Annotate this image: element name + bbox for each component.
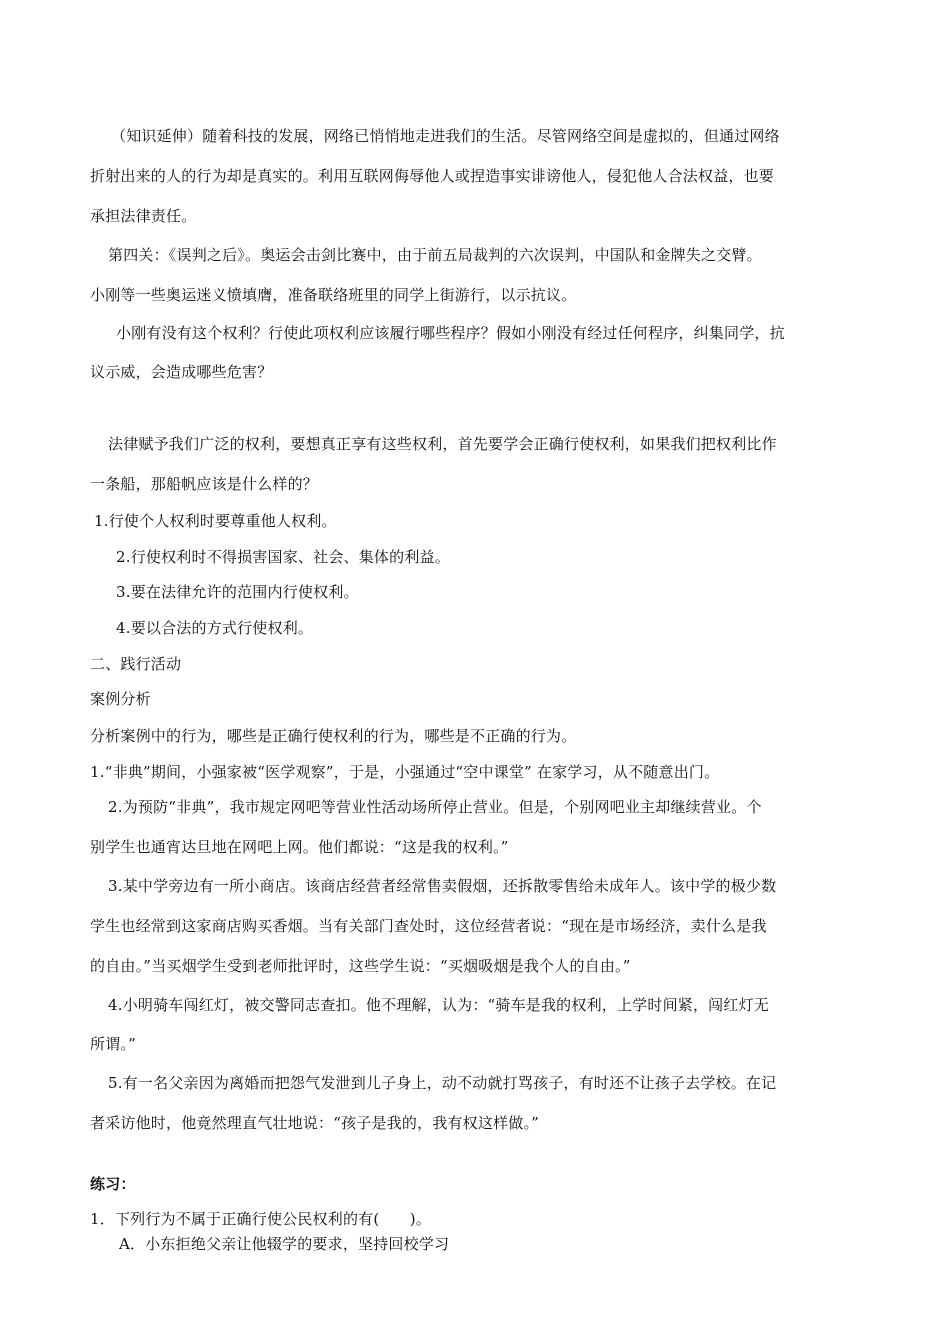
law-paragraph-line-2: 一条船，那船帆应该是什么样的？	[90, 475, 319, 493]
exercise-question-1: 1．下列行为不属于正确行使公民权利的有( )。	[90, 1210, 432, 1228]
question-paragraph-line-2: 议示威，会造成哪些危害？	[90, 363, 273, 381]
case-3-line-2: 学生也经常到这家商店购买香烟。当有关部门查处时，这位经营者说：“现在是市场经济，卖什么是我	[90, 917, 767, 935]
case-2-line-1: 2.为预防“非典”，我市规定网吧等营业性活动场所停止营业。但是，个别网吧业主却继续营业。个	[108, 798, 762, 816]
exercise-heading: 练习：	[90, 1175, 136, 1193]
case-intro: 分析案例中的行为，哪些是正确行使权利的行为，哪些是不正确的行为。	[90, 727, 577, 745]
paragraph-knowledge-line-2: 折射出来的人的行为却是真实的。利用互联网侮辱他人或捏造事实诽谤他人，侵犯他人合法权益，也要	[90, 167, 775, 185]
case-4-line-2: 所谓。”	[90, 1035, 136, 1053]
case-5-line-1: 5.有一名父亲因为离婚而把怨气发泄到儿子身上，动不动就打骂孩子，有时还不让孩子去学校。在记	[108, 1074, 777, 1092]
paragraph-knowledge-line-1: （知识延伸）随着科技的发展，网络已悄悄地走进我们的生活。尽管网络空间是虚拟的，但通过网络	[111, 127, 780, 145]
case-1: 1.“非典”期间，小强家被“医学观察”，于是，小强通过“空中课堂” 在家学习，从不随意出门。	[90, 763, 720, 781]
question-paragraph-line-1: 小刚有没有这个权利？行使此项权利应该履行哪些程序？假如小刚没有经过任何程序，纠集同学，抗	[116, 324, 785, 342]
case-2-line-2: 别学生也通宵达旦地在网吧上网。他们都说：“这是我的权利。”	[90, 838, 509, 856]
rule-item-1: 1.行使个人权利时要尊重他人权利。	[94, 512, 337, 530]
case-3-line-1: 3.某中学旁边有一所小商店。该商店经营者经常售卖假烟，还拆散零售给未成年人。该中学的极少数	[108, 877, 777, 895]
case-4-line-1: 4.小明骑车闯红灯，被交警同志查扣。他不理解，认为：“骑车是我的权利，上学时间紧，闯红灯无	[108, 996, 769, 1014]
rule-item-4: 4.要以合法的方式行使权利。	[116, 619, 314, 637]
case-5-line-2: 者采访他时，他竟然理直气壮地说：“孩子是我的，我有权这样做。”	[90, 1114, 540, 1132]
section-heading-practice: 二、践行活动	[90, 655, 182, 673]
exercise-option-a: A．小东拒绝父亲让他辍学的要求，坚持回校学习	[119, 1235, 450, 1253]
case-3-line-3: 的自由。”当买烟学生受到老师批评时，这些学生说：“买烟吸烟是我个人的自由。”	[90, 957, 631, 975]
law-paragraph-line-1: 法律赋予我们广泛的权利，要想真正享有这些权利，首先要学会正确行使权利，如果我们把权利比作	[108, 435, 777, 453]
subheading-case-analysis: 案例分析	[90, 690, 151, 708]
paragraph-level4-line-1: 第四关：《误判之后》。奥运会击剑比赛中，由于前五局裁判的六次误判，中国队和金牌失之交臂。	[108, 246, 762, 264]
rule-item-2: 2.行使权利时不得损害国家、社会、集体的利益。	[116, 548, 450, 566]
paragraph-knowledge-line-3: 承担法律责任。	[90, 207, 197, 225]
paragraph-level4-line-2: 小刚等一些奥运迷义愤填膺，准备联络班里的同学上街游行，以示抗议。	[90, 286, 577, 304]
rule-item-3: 3.要在法律允许的范围内行使权利。	[116, 583, 359, 601]
